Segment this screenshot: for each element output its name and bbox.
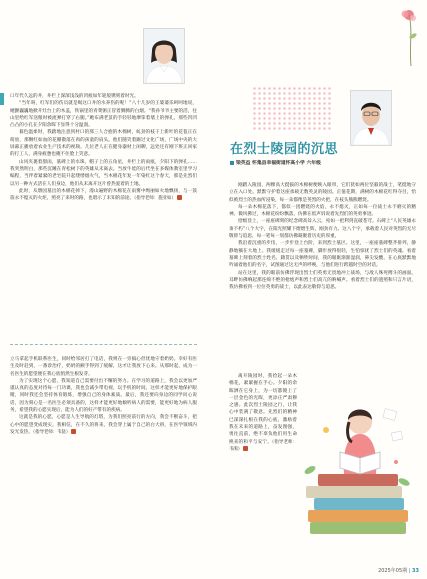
right-article (229, 182, 416, 291)
comment-mark: 点 (177, 195, 182, 200)
author-photo-boy (350, 90, 392, 146)
paragraph: 我沿着沉重的步伐，一步步登上台阶，来到烈士墓区。这里，一座座墓碑整齐排列，静静地躺在大地上。我缓缓走过每一座墓碑，脚步放得很轻，生怕惊扰了烈士们的英魂。看着墓碑上刻着的烈士姓名、籍贯以及牺牲时间，我的眼眶渐渐湿润，鼻尖发酸。在心底默默地吟诵着他们的名字，试图通过这无声的呼唤，与他们进行跨越时空的对话。 (229, 241, 416, 269)
paragraph-last (229, 373, 297, 453)
article-byline (230, 159, 321, 166)
paragraph: “当年呀，红军们的伤员就是喝这口井的水养伤的呢！”八十几岁的王婆婆乐呵呵地说，她颤巍巍地掀开灶台上的木盖，铁锅里的青菜粥正冒着腾腾的白烟。“我孙爷爷主要的活，往山里给红军送粮时被流弹打穿了右腿。”她布满老茧的手轻轻地摩挲着墙上的弹孔，那些凹凹凸凸的小孔在夕阳余晖下显得十分温润。 (10, 101, 197, 129)
author-photo-girl (143, 28, 185, 84)
flower-decoration-icon (391, 6, 421, 66)
paragraph: 刚踏入陵园，两棵高大挺拔的木棉树便映入眼帘，它们犹如两位坚毅的战士，笔挺地守立在入口处。默默守护着这座承载无数英灵的陵园。正值花期，满树的木棉花红得夺目，恰似被烈士的热血所浸染，每一朵都像是英烈的火把，在枝头熊熊燃烧。 (229, 183, 416, 203)
paragraph: 立马拿起手机联系医生，同时给邻居打了电话，我则在一旁搞心但忧地守着奶奶。幸好有医生及时赶到，一番诊治疗，奶奶的额手得到了缓解，这才让我放下心来。从那时起，成为一名医生的愿望便在我心底悄然生根发芽。 (10, 357, 197, 377)
paragraph: 站在这里，我的眼前仿佛浮现出烈士们英勇无畏地冲上战场，与敌人殊死搏斗的画面。耳畔仿佛响起那连绵不绝的枪炮声和烈士们高亢的呐喊声。看着烈士们的遗照和只言片语，我仿佛看到一位位英勇的战士，以此表达敬仰与追思。 (229, 270, 416, 291)
comment-mark: 点 (71, 429, 76, 434)
teacher-note: （指导老师：施亚如） (134, 196, 176, 202)
teacher-note: （指导老师：韦鹃） (229, 439, 297, 452)
page-number: 33 (412, 568, 419, 574)
author-school: 梁英益 怀集县幸福街道怀高小学 六年级 (236, 161, 321, 166)
reading-girl-illustration (296, 370, 416, 550)
article-title: 在烈士陵园的沉思 (230, 142, 339, 157)
column-marker (0, 93, 4, 105)
page-footer (378, 567, 419, 574)
right-article-narrow (229, 373, 297, 453)
paragraph: 暮色温柔时，我踏地注意到村口的那三人合抱的木棉树，虬劲的枝干上新叶的花苞正在萌放，那颗红如血的花瓣散落在肉的孩童的肩头。他们随笑着踢过文化广场，广场中央的大屏幕正播放着农业生产技术的视频。几位老人正在健身器材上闲聊，远处还有刚下班正回家的打工人，满身疲惫也掩不住脸上笑意。 (10, 130, 197, 158)
section-divider (10, 344, 197, 345)
comment-mark: 点 (243, 446, 248, 451)
paragraph-last (10, 414, 197, 436)
paragraph-text: 这就是我的心愿，心愿是人生导航的灯塔，为我们照亮前行的方向，我会不断奋斗，把心中的愿望变成现实。我相信，在不久的将来，我会穿上属于自己的白大褂，在医学领域内发光发热。 (10, 415, 197, 435)
paragraph-text: 离开陵园时，我捡起一朵木棉花，紧紧握在手心。夕阳的余晖洒在它身上，为一切都镀上了一层金色的光晖，更添庄严肃穆之感。此次烈士陵园之行，让我心中装满了敬意。先烈们的精神已深深扎根在我的心底，激励着我在未来的道路上，奋发图强，勇往直前，绝不辜负他们用生命换来的和平与安宁。 (229, 374, 297, 445)
paragraph: 为了实现这个心愿，我知道自己需要付出不懈的努力。在学习的道路上，我会以更加严谨认真的态度对待每一门功课，我也会减少带电视、玩手机的时间，这样才能更好地保护眼睛，同时我还会坚持体育锻炼，增强自己的身体素质。最后，我还要向身边的同学问心说话，因为刻心是一名医生必须具备的，这样才能更好地倾听病人的需要，能更好地为病人服务，希望我的心愿实现后，能为人们的好产带有的疾病。 (10, 378, 197, 414)
paragraph: 拾级登上，一座座碑刻的纪念碑高耸入云，宛如一把利剑直破苍穹。石碑上“人民英雄永垂不朽”八个大字，在阳光照耀下熠熠生辉，刚劲有力。这八个字，承载着人民对英烈的无尽敬仰与追思，每一笔每一划都仿佛凝聚着历史的厚重。 (229, 219, 416, 240)
left-bottom-article (10, 356, 197, 436)
paragraph: 口年代久远的井，井栏上深深浅浅的凹痕如年轮般镌刻着时光。 (10, 94, 139, 99)
dot-pattern-decoration (252, 86, 332, 130)
issue-label: 2025年05期 (378, 568, 408, 574)
paragraph-text: 此时，从墩园墓出的木棉花掉下，漫山遍野的木棉花在雨雾中绚丽如火地飘扬，与一簇簇永不熄灭的火炬，照亮了来时的路，也昭示了未知的前途。 (10, 188, 197, 202)
paragraph: 每一朵木棉花落下，都似一团燃烧的火焰，永不熄灭，正如每一位战士永不磨灭的精神。微风拂过，木棉花纷纷飘落，仿佛在低声诉说着先烈们的英勇事迹。 (229, 204, 416, 218)
paragraph: 山风夹裹着甜雨，墓碑上的水珠，帽子上的五角星，井栏上的雨痕，夕阳下的弹孔……我突然明白，那些沉睡在青松树下的英雄从未离去。当放牛娃的后代坐在多媒体教室里学习编程，当伴着紧紧的老宅院升起缕缕烟火气，当木棉花年复一年染红这个春天，那是先烈们以另一种方式活在人们身边，他们从未离开这片曾热爱着的土地。 (10, 159, 197, 187)
teacher-note: （指导老师：韦骁） (32, 429, 71, 435)
footer-separator-icon: | (408, 568, 411, 574)
byline-square-icon (230, 161, 234, 165)
paragraph-last (10, 188, 197, 203)
left-top-article (10, 93, 197, 202)
